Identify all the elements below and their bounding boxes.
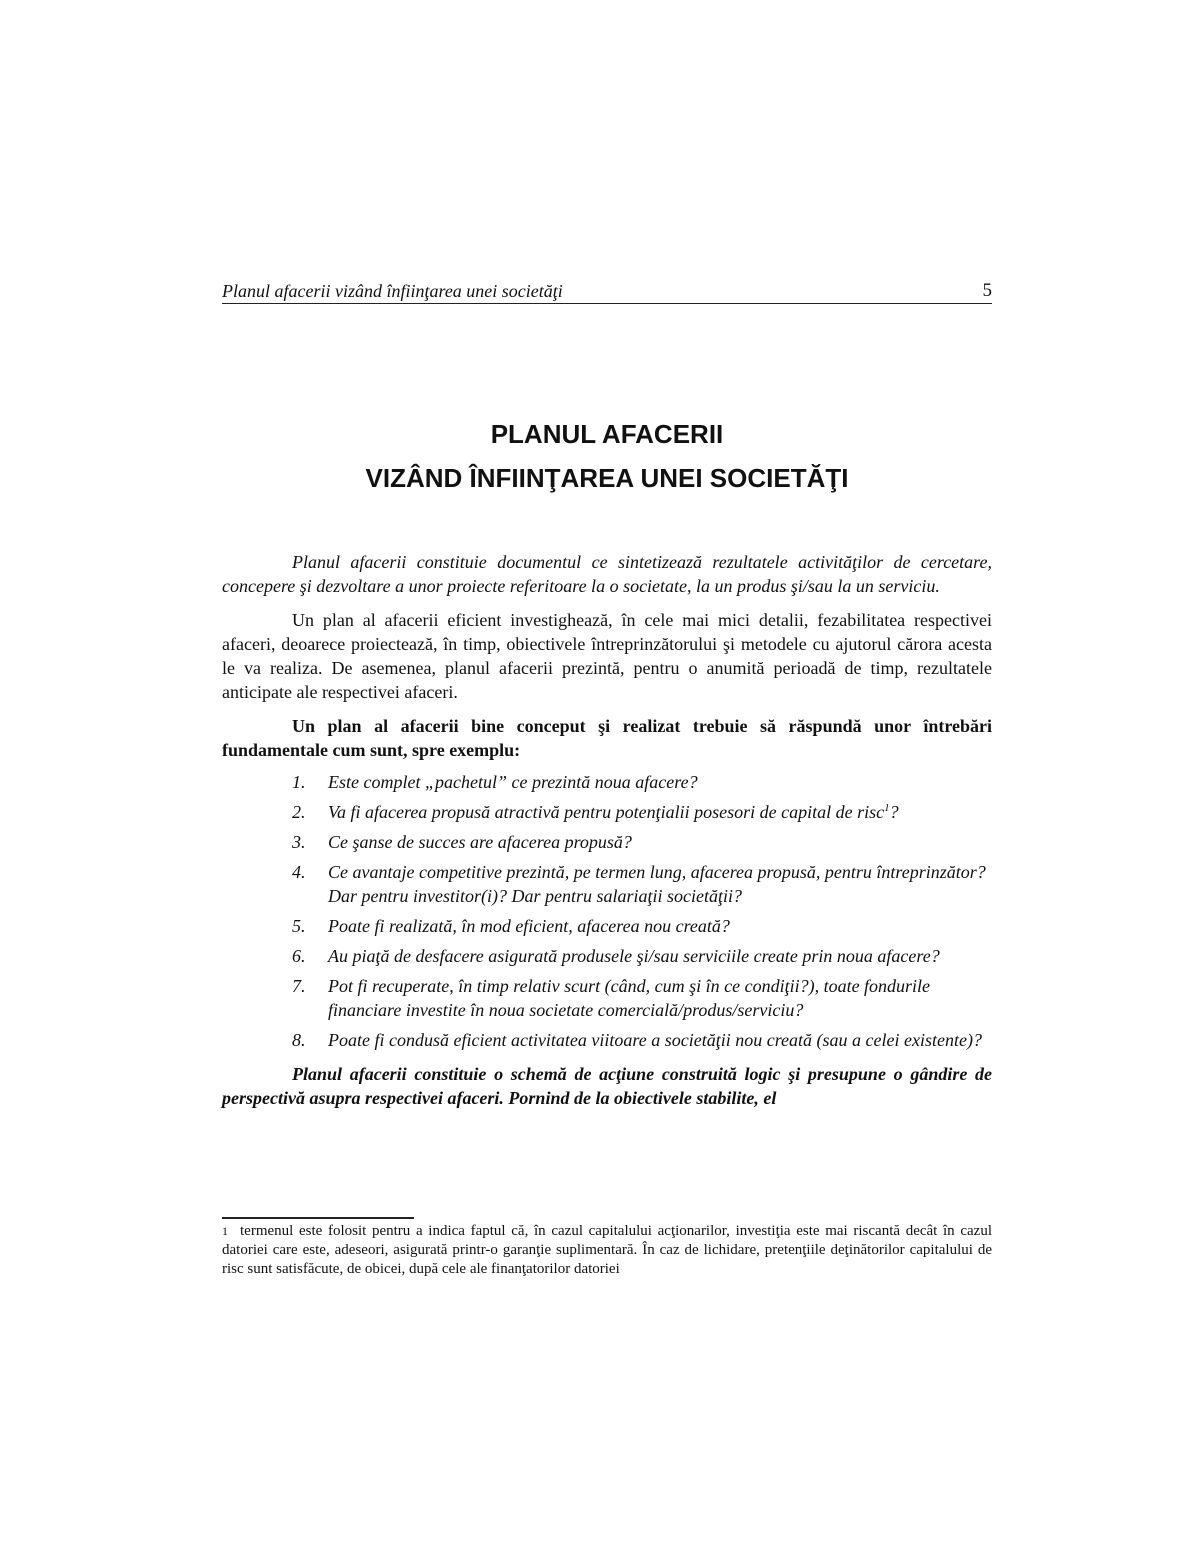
page-number: 5 <box>982 280 992 301</box>
paragraph-scheme: Planul afacerii constituie o schemă de acţiune construită logic şi presupune o gândire de perspectivă asupra respectivei afaceri. Pornind de la obiectivele stabilite, el <box>222 1064 992 1108</box>
paragraph-plan: Un plan al afacerii eficient investighează, în cele mai mici detalii, fezabilitatea respectivei afaceri, deoarece proiectează, în timp, obiectivele întreprinzătorului şi metodele cu ajutorul cărora acesta le va realiza. De asemenea, planul afacerii prezintă, pentru o anumită perioadă de timp, rezultatele anticipate ale respectivei afaceri. <box>222 610 992 702</box>
running-header <box>222 280 992 304</box>
chapter-title-line-2: VIZÂND ÎNFIINŢAREA UNEI SOCIETĂŢI <box>365 463 849 493</box>
list-item <box>222 1028 992 1052</box>
list-item-text-suffix: ? <box>889 802 899 822</box>
list-item-number: 7. <box>292 976 306 996</box>
running-title: Planul afacerii vizând înfiinţarea unei societăţi <box>222 281 563 301</box>
paragraph-intro: Planul afacerii constituie documentul ce sintetizează rezultatele activităţilor de cercetare, concepere şi dezvoltare a unor proiecte referitoare la o societate, la un produs şi/sau la un serviciu. <box>222 552 992 596</box>
list-item-text: Poate fi realizată, în mod eficient, afacerea nou creată? <box>328 916 730 936</box>
list-item-number: 1. <box>292 772 306 792</box>
list-item-number: 4. <box>292 862 306 882</box>
body-text <box>222 550 992 1110</box>
list-item-number: 6. <box>292 946 306 966</box>
list-item <box>222 770 992 794</box>
chapter-title-line-1: PLANUL AFACERII <box>490 419 724 449</box>
list-item-text: Poate fi condusă eficient activitatea viitoare a societăţii nou creată (sau a celei existente)? <box>328 1030 982 1050</box>
list-item-text: Este complet „pachetul” ce prezintă noua afacere? <box>328 772 698 792</box>
list-item-text <box>328 800 988 824</box>
list-item <box>222 830 992 854</box>
list-item-text-main: Va fi afacerea propusă atractivă pentru potenţialii posesori de capital de risc <box>328 802 885 822</box>
footnote-mark: 1 <box>222 1224 228 1238</box>
list-item-number: 2. <box>292 802 306 822</box>
footnote-text: termenul este folosit pentru a indica faptul că, în cazul capitalului acţionarilor, investiţia este mai riscantă decât în cazul datoriei care este, adeseori, asigurată printr-o garanţie suplimentară. În caz de lichidare, pretenţiile deţinătorilor capitalului de risc sunt satisfăcute, de obicei, după cele ale finanţatorilor datoriei <box>222 1223 992 1277</box>
list-item <box>222 800 992 824</box>
list-item <box>222 944 992 968</box>
list-item-text: Au piaţă de desfacere asigurată produsele şi/sau serviciile create prin noua afacere? <box>328 946 940 966</box>
list-item-number: 8. <box>292 1030 306 1050</box>
list-item-number: 5. <box>292 916 306 936</box>
list-item-text: Pot fi recuperate, în timp relativ scurt (când, cum şi în ce condiţii?), toate fondurile financiare investite în noua societate comercială/produs/serviciu? <box>328 976 931 1020</box>
list-item <box>222 974 992 1022</box>
list-item-text: Ce şanse de succes are afacerea propusă? <box>328 832 632 852</box>
list-item-number: 3. <box>292 832 306 852</box>
footnote <box>222 1222 992 1279</box>
questions-list <box>222 770 992 1052</box>
footnote-separator <box>222 1217 414 1219</box>
paragraph-question-intro: Un plan al afacerii bine conceput şi realizat trebuie să răspundă unor întrebări fundamentale cum sunt, spre exemplu: <box>222 716 992 760</box>
chapter-title <box>222 412 992 500</box>
footnote-reference: 1 <box>884 802 890 814</box>
list-item <box>222 860 992 908</box>
list-item-text: Ce avantaje competitive prezintă, pe termen lung, afacerea propusă, pentru întreprinzător? Dar pentru investitor(i)? Dar pentru salariaţii societăţii? <box>328 862 986 906</box>
list-item <box>222 914 992 938</box>
